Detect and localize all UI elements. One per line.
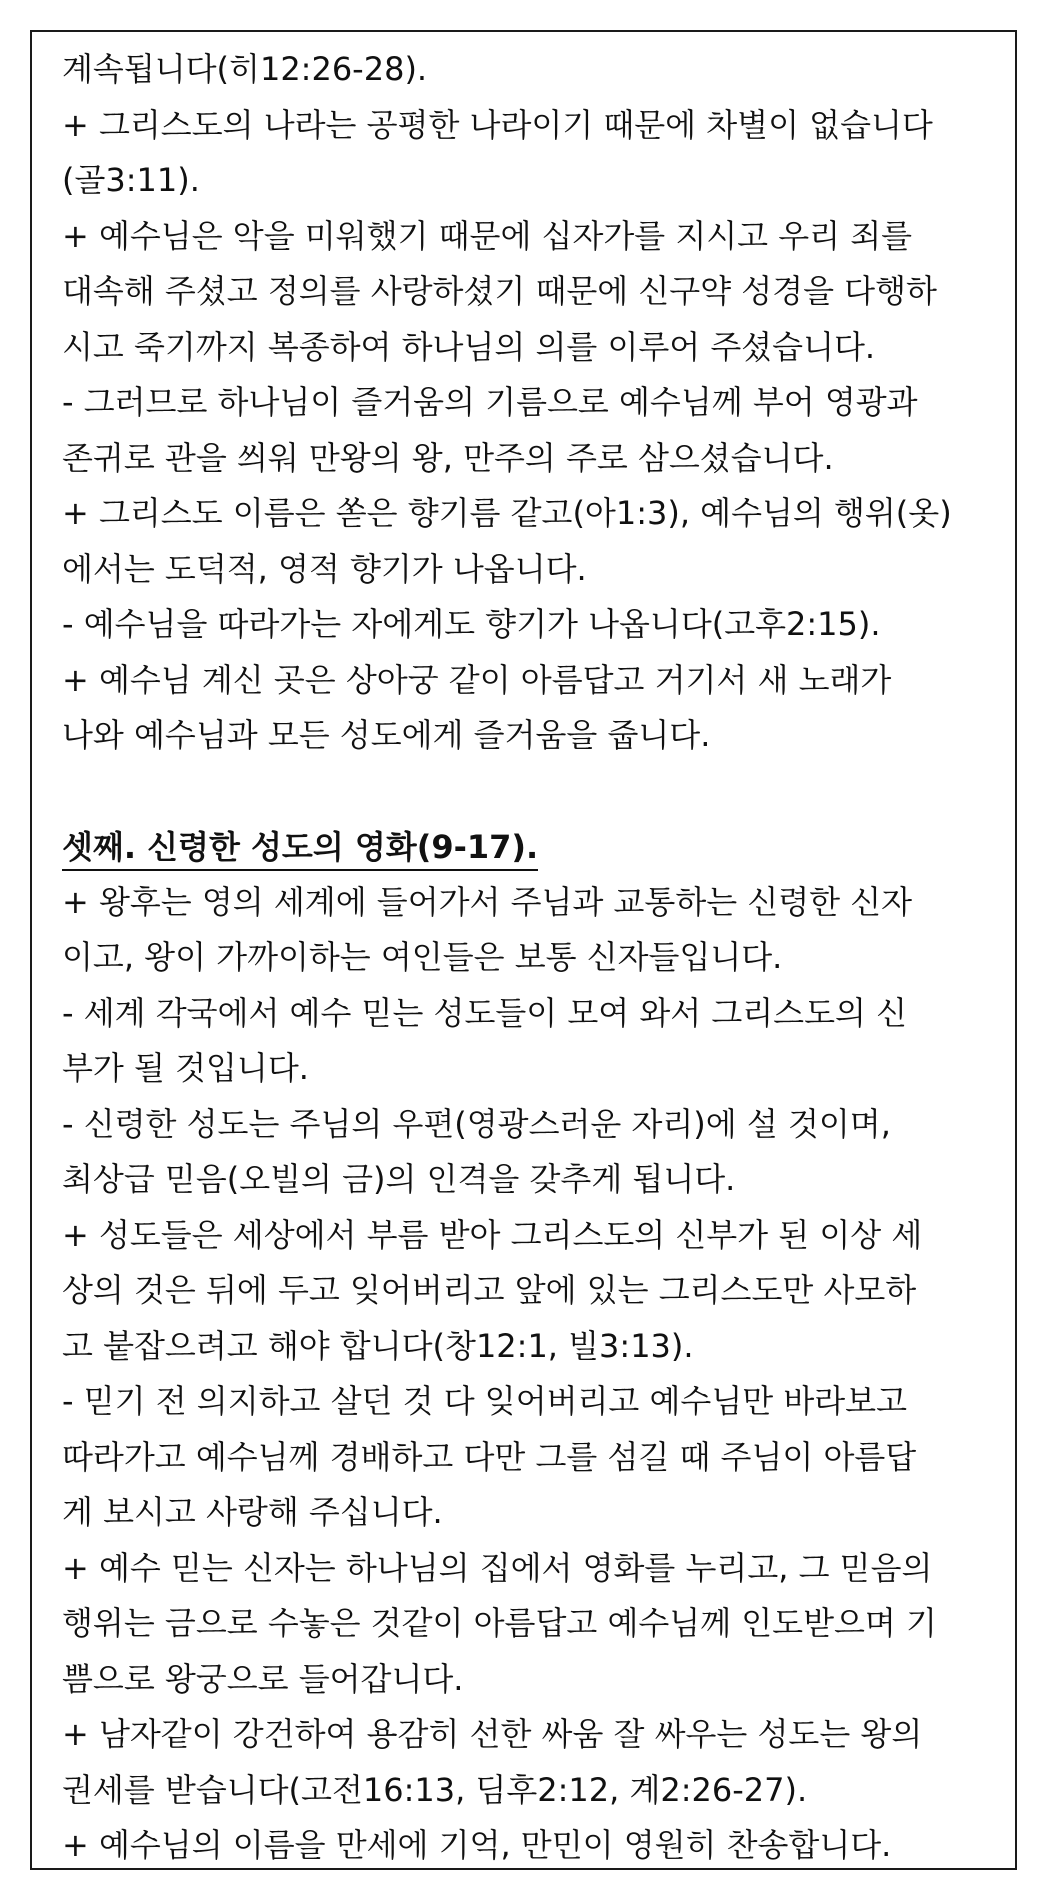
document-body bbox=[62, 42, 995, 1874]
text-line: 존귀로 관을 씌워 만왕의 왕, 만주의 주로 삼으셨습니다. bbox=[62, 438, 834, 477]
text-line: (골3:11). bbox=[62, 161, 200, 199]
text-line: + 예수님 계신 곳은 상아궁 같이 아름답고 거기서 새 노래가 bbox=[62, 660, 892, 699]
section-heading-line bbox=[62, 819, 995, 875]
text-line: 대속해 주셨고 정의를 사랑하셨기 때문에 신구약 성경을 다행하 bbox=[62, 272, 937, 310]
text-line: + 남자같이 강건하여 용감히 선한 싸움 잘 싸우는 성도는 왕의 bbox=[62, 1715, 923, 1753]
text-line: + 성도들은 세상에서 부름 받아 그리스도의 신부가 된 이상 세 bbox=[62, 1215, 923, 1254]
text-line: 따라가고 예수님께 경배하고 다만 그를 섬길 때 주님이 아름답 bbox=[62, 1437, 917, 1476]
text-line: 게 보시고 사랑해 주십니다. bbox=[62, 1493, 443, 1531]
text-line: 계속됩니다(히12:26-28). bbox=[62, 50, 428, 88]
text-line: 이고, 왕이 가까이하는 여인들은 보통 신자들입니다. bbox=[62, 938, 783, 976]
text-line: + 그리스도 이름은 쏟은 향기름 같고(아1:3), 예수님의 행위(옷) bbox=[62, 494, 952, 532]
text-line: 상의 것은 뒤에 두고 잊어버리고 앞에 있는 그리스도만 사모하 bbox=[62, 1271, 917, 1309]
text-line: + 예수님은 악을 미워했기 때문에 십자가를 지시고 우리 죄를 bbox=[62, 216, 913, 255]
text-line: 시고 죽기까지 복종하여 하나님의 의를 이루어 주셨습니다. bbox=[62, 327, 876, 366]
text-line: 에서는 도덕적, 영적 향기가 나옵니다. bbox=[62, 549, 587, 588]
section-heading: 셋째. 신령한 성도의 영화(9-17). bbox=[62, 825, 538, 871]
text-line: + 그리스도의 나라는 공평한 나라이기 때문에 차별이 없습니다 bbox=[62, 105, 933, 144]
text-line: 나와 예수님과 모든 성도에게 즐거움을 줍니다. bbox=[62, 716, 711, 754]
text-line: + 예수 믿는 신자는 하나님의 집에서 영화를 누리고, 그 믿음의 bbox=[62, 1548, 933, 1587]
text-line: - 신령한 성도는 주님의 우편(영광스러운 자리)에 설 것이며, bbox=[62, 1104, 891, 1143]
text-line: + 예수님의 이름을 만세에 기억, 만민이 영원히 찬송합니다. bbox=[62, 1826, 892, 1864]
text-line: 부가 될 것입니다. bbox=[62, 1049, 309, 1087]
text-line: 고 붙잡으려고 해야 합니다(창12:1, 빌3:13). bbox=[62, 1326, 694, 1365]
text-line: + 왕후는 영의 세계에 들어가서 주님과 교통하는 신령한 신자 bbox=[62, 882, 913, 921]
text-line: 최상급 믿음(오빌의 금)의 인격을 갖추게 됩니다. bbox=[62, 1160, 736, 1198]
text-line: 권세를 받습니다(고전16:13, 딤후2:12, 계2:26-27). bbox=[62, 1770, 808, 1809]
text-line: - 세계 각국에서 예수 믿는 성도들이 모여 와서 그리스도의 신 bbox=[62, 993, 907, 1032]
text-line: - 예수님을 따라가는 자에게도 향기가 나옵니다(고후2:15). bbox=[62, 605, 881, 643]
blank-line bbox=[62, 764, 995, 820]
text-line: 쁨으로 왕궁으로 들어갑니다. bbox=[62, 1659, 464, 1698]
text-line: - 믿기 전 의지하고 살던 것 다 잊어버리고 예수님만 바라보고 bbox=[62, 1382, 907, 1420]
text-line: - 그러므로 하나님이 즐거움의 기름으로 예수님께 부어 영광과 bbox=[62, 383, 918, 421]
document-frame bbox=[30, 30, 1017, 1870]
text-line: 행위는 금으로 수놓은 것같이 아름답고 예수님께 인도받으며 기 bbox=[62, 1604, 937, 1642]
